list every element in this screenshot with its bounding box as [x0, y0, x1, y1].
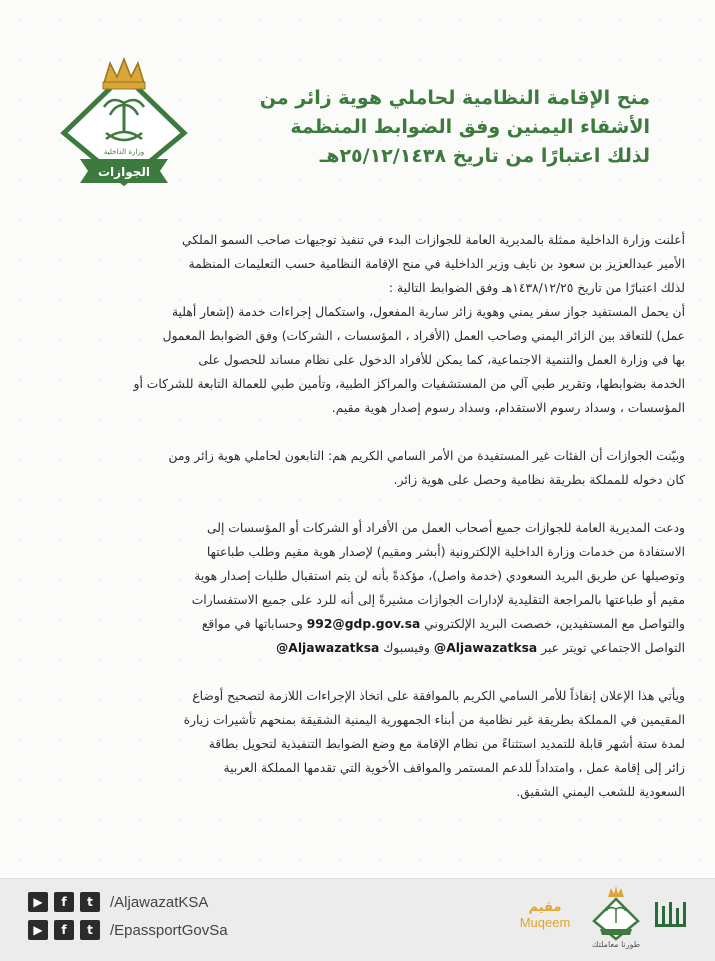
text-line: كان دخوله للمملكة بطريقة نظامية وحصل على هوية زائر.: [393, 473, 685, 487]
social-handle[interactable]: /EpassportGovSa: [110, 921, 228, 939]
page-title: [259, 84, 650, 171]
muqeem-logo: [515, 900, 575, 930]
social-handle[interactable]: /AljawazatKSA: [110, 893, 209, 911]
muqeem-arabic: مقيم: [528, 900, 562, 915]
facebook-icon[interactable]: f: [54, 920, 74, 940]
text-line: عمل) للتعاقد بين الزائر اليمني وصاحب العمل (الأفراد ، المؤسسات ، الشركات) وفق الضوابط المعمول: [162, 329, 685, 343]
facebook-icon[interactable]: f: [54, 892, 74, 912]
text-line: بها في وزارة العمل والتنمية الاجتماعية، كما يمكن للأفراد الدخول على نظام مساند للحصول على: [198, 353, 685, 367]
text-line: ويأتي هذا الإعلان إنفاذاً للأمر السامي الكريم بالموافقة على اتخاذ الإجراءات اللازمة لتصحيح أوضاع: [192, 689, 685, 703]
text-line: أن يحمل المستفيد جواز سفر يمني وهوية زائر سارية المفعول، واستكمال إجراءات خدمة (إشعار أهلية: [171, 305, 685, 319]
text-line: السعودية للشعب اليمني الشقيق.: [516, 785, 685, 799]
text-segment: وحساباتها في مواقع: [201, 617, 303, 631]
text-line: مقيم أو طباعتها بالمراجعة التقليدية لإدارات الجوازات مشيرةً إلى أنه للرد على جميع الاستفسارات: [191, 593, 685, 607]
text-line: ودعت المديرية العامة للجوازات جميع أصحاب العمل من الأفراد أو الشركات أو المؤسسات إلى: [206, 521, 685, 535]
text-line: زائر إلى إقامة عمل ، وامتداداً للدعم المستمر والمواقف الأخوية التي تقدمها المملكة العربية: [223, 761, 685, 775]
logo-caption: الجوازات: [98, 165, 150, 179]
text-line: [40, 636, 685, 660]
text-segment: وفيسبوك: [383, 641, 430, 655]
paragraph-1: [40, 228, 685, 420]
absher-logo-icon: [652, 896, 688, 932]
social-row-2: [28, 919, 228, 941]
title-line: منح الإقامة النظامية لحاملي هوية زائر من: [259, 87, 650, 109]
title-line: لذلك اعتبارًا من تاريخ ٢٥/١٢/١٤٣٨هـ: [319, 145, 650, 167]
twitter-handle-link[interactable]: @Aljawazatksa: [433, 641, 538, 655]
text-line: أعلنت وزارة الداخلية ممثلة بالمديرية العامة للجوازات البدء في تنفيذ توجيهات صاحب السمو الملكي: [181, 233, 685, 247]
text-line: وبيّنت الجوازات أن الفئات غير المستفيدة من الأمر السامي الكريم هم: التابعون لحاملي هوية زائر ومن: [168, 449, 685, 463]
text-line: الاستفادة من خدمات وزارة الداخلية الإلكترونية (أبشر ومقيم) لإصدار هوية مقيم وطلب طباعتها: [206, 545, 685, 559]
contact-email[interactable]: 992@gdp.gov.sa: [306, 617, 421, 631]
facebook-handle-link[interactable]: @Aljawazatksa: [276, 641, 380, 655]
text-segment: التواصل الاجتماعي تويتر عبر: [541, 641, 685, 655]
text-segment: والتواصل مع المستفيدين، خصصت البريد الإلكتروني: [424, 617, 685, 631]
paragraph-2: [40, 444, 685, 492]
youtube-icon[interactable]: ▶: [28, 892, 48, 912]
jawazat-logo: [60, 55, 188, 190]
text-line: المؤسسات ، وسداد رسوم الاستقدام، وسداد رسوم إصدار هوية مقيم.: [331, 401, 685, 415]
twitter-icon[interactable]: t: [80, 920, 100, 940]
jawazat-footer-logo-icon: [590, 885, 642, 941]
title-line: الأشقاء اليمنين وفق الضوابط المنظمة: [290, 116, 650, 138]
ministry-label: وزارة الداخلية: [103, 148, 145, 156]
paragraph-4: [40, 684, 685, 804]
text-line: لذلك اعتبارًا من تاريخ ١٤٣٨/١٢/٢٥هـ وفق الضوابط التالية :: [388, 281, 685, 295]
social-row-1: [28, 891, 208, 913]
crown-icon: [103, 59, 145, 89]
announcement-body: [40, 228, 685, 804]
paragraph-3: [40, 516, 685, 660]
text-line: الأمير عبدالعزيز بن سعود بن نايف وزير الداخلية في منح الإقامة النظامية حسب التعليمات المنظمة: [188, 257, 685, 271]
text-line: [40, 612, 685, 636]
footer-logo-caption: طورنا معاملتك: [591, 940, 641, 949]
twitter-icon[interactable]: t: [80, 892, 100, 912]
text-line: لمدة ستة أشهر قابلة للتمديد استثناءً من نظام الإقامة مع وضع الضوابط التنفيذية لتحويل بطاقة: [208, 737, 685, 751]
text-line: وتوصيلها عن طريق البريد السعودي (خدمة واصل)، مؤكدةً بأنه لن يتم استقبال طلبات إصدار هوية: [194, 569, 685, 583]
youtube-icon[interactable]: ▶: [28, 920, 48, 940]
muqeem-english: Muqeem: [519, 915, 571, 930]
text-line: الخدمة بضوابطها، وتقرير طبي آلي من المستشفيات والمراكز الطبية، وتأمين طبي للعمالة التابعة للشركات أو: [133, 377, 685, 391]
text-line: المقيمين في المملكة بطريقة غير نظامية من أبناء الجمهورية اليمنية الشقيقة بمنحهم تأشيرات زيارة: [183, 713, 685, 727]
